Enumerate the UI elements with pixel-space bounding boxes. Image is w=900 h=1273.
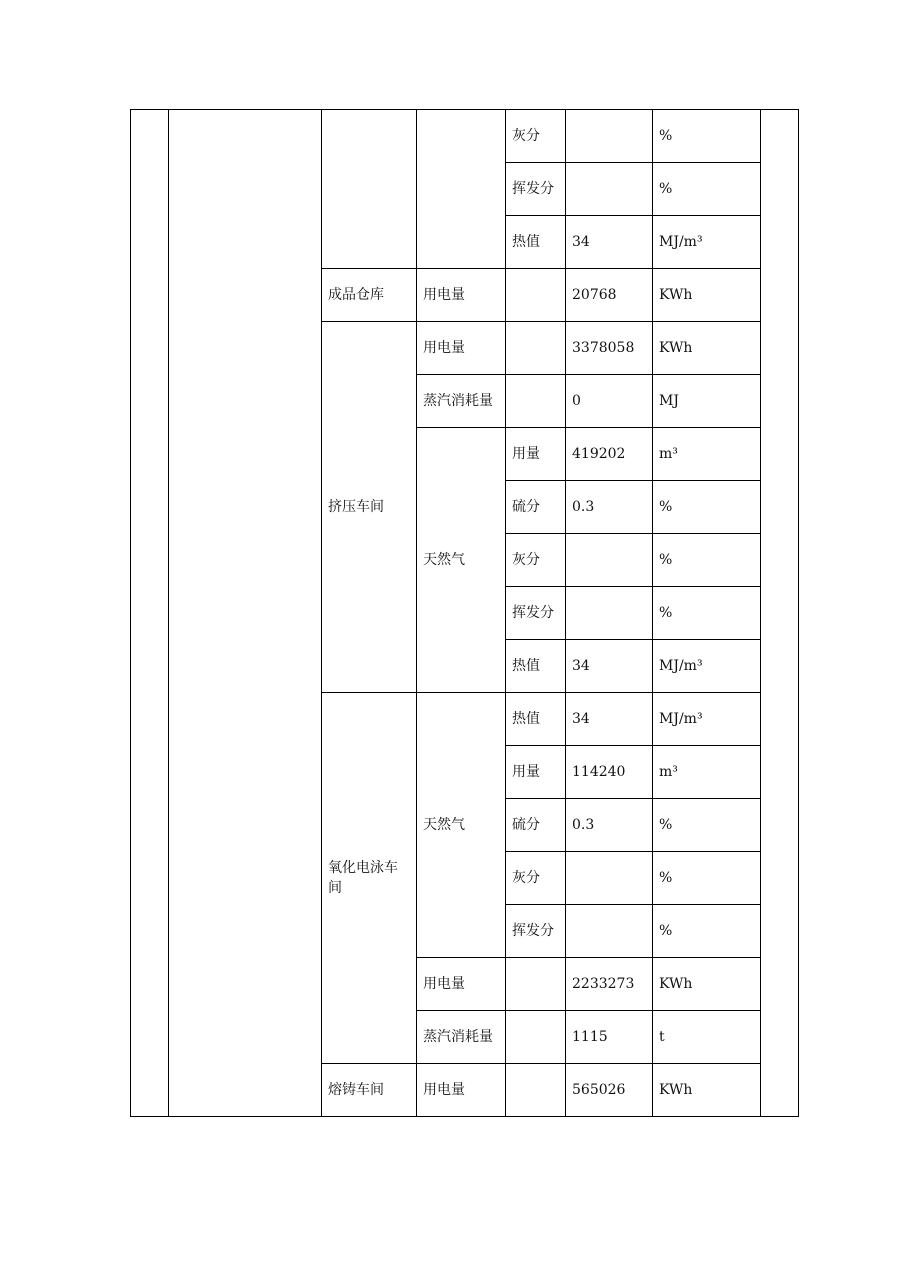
category-cell xyxy=(169,110,322,1117)
unit-cell: KWh xyxy=(653,269,761,322)
value-cell: 114240 xyxy=(566,746,653,799)
value-cell xyxy=(566,905,653,958)
unit-cell: % xyxy=(653,905,761,958)
value-cell: 565026 xyxy=(566,1064,653,1117)
value-cell xyxy=(566,852,653,905)
item-cell: 硫分 xyxy=(506,799,566,852)
unit-cell: % xyxy=(653,852,761,905)
value-cell: 0.3 xyxy=(566,799,653,852)
workshop-cell: 熔铸车间 xyxy=(322,1064,417,1117)
unit-cell: MJ/m³ xyxy=(653,693,761,746)
energy-type-cell: 用电量 xyxy=(417,958,506,1011)
energy-type-cell: 天然气 xyxy=(417,693,506,958)
item-cell: 灰分 xyxy=(506,534,566,587)
energy-type-cell: 用电量 xyxy=(417,322,506,375)
item-cell: 灰分 xyxy=(506,110,566,163)
workshop-cell: 成品仓库 xyxy=(322,269,417,322)
item-cell: 用量 xyxy=(506,746,566,799)
workshop-cell: 挤压车间 xyxy=(322,322,417,693)
item-cell: 挥发分 xyxy=(506,587,566,640)
unit-cell: t xyxy=(653,1011,761,1064)
value-cell: 1115 xyxy=(566,1011,653,1064)
value-cell xyxy=(566,534,653,587)
item-cell xyxy=(506,1011,566,1064)
unit-cell: % xyxy=(653,110,761,163)
item-cell xyxy=(506,322,566,375)
table-row xyxy=(131,110,799,163)
item-cell: 灰分 xyxy=(506,852,566,905)
value-cell: 0.3 xyxy=(566,481,653,534)
workshop-cell xyxy=(322,110,417,269)
energy-type-cell: 用电量 xyxy=(417,269,506,322)
value-cell: 0 xyxy=(566,375,653,428)
workshop-cell: 氧化电泳车间 xyxy=(322,693,417,1064)
value-cell: 3378058 xyxy=(566,322,653,375)
item-cell: 挥发分 xyxy=(506,905,566,958)
unit-cell: % xyxy=(653,481,761,534)
energy-type-cell: 蒸汽消耗量 xyxy=(417,1011,506,1064)
unit-cell: % xyxy=(653,587,761,640)
item-cell: 硫分 xyxy=(506,481,566,534)
unit-cell: % xyxy=(653,534,761,587)
value-cell: 2233273 xyxy=(566,958,653,1011)
unit-cell: MJ/m³ xyxy=(653,216,761,269)
item-cell: 挥发分 xyxy=(506,163,566,216)
item-cell xyxy=(506,375,566,428)
unit-cell: MJ/m³ xyxy=(653,640,761,693)
unit-cell: % xyxy=(653,163,761,216)
value-cell: 34 xyxy=(566,693,653,746)
value-cell: 34 xyxy=(566,216,653,269)
item-cell: 热值 xyxy=(506,640,566,693)
unit-cell: KWh xyxy=(653,958,761,1011)
energy-type-cell: 蒸汽消耗量 xyxy=(417,375,506,428)
energy-type-cell xyxy=(417,110,506,269)
value-cell: 34 xyxy=(566,640,653,693)
unit-cell: m³ xyxy=(653,746,761,799)
value-cell: 20768 xyxy=(566,269,653,322)
value-cell xyxy=(566,587,653,640)
value-cell xyxy=(566,163,653,216)
index-cell xyxy=(131,110,169,1117)
energy-consumption-table xyxy=(130,109,799,1117)
item-cell xyxy=(506,958,566,1011)
value-cell xyxy=(566,110,653,163)
item-cell: 热值 xyxy=(506,216,566,269)
energy-type-cell: 用电量 xyxy=(417,1064,506,1117)
item-cell: 用量 xyxy=(506,428,566,481)
remark-cell xyxy=(761,110,799,1117)
item-cell: 热值 xyxy=(506,693,566,746)
unit-cell: KWh xyxy=(653,1064,761,1117)
item-cell xyxy=(506,1064,566,1117)
unit-cell: KWh xyxy=(653,322,761,375)
energy-type-cell: 天然气 xyxy=(417,428,506,693)
item-cell xyxy=(506,269,566,322)
value-cell: 419202 xyxy=(566,428,653,481)
unit-cell: MJ xyxy=(653,375,761,428)
unit-cell: m³ xyxy=(653,428,761,481)
unit-cell: % xyxy=(653,799,761,852)
